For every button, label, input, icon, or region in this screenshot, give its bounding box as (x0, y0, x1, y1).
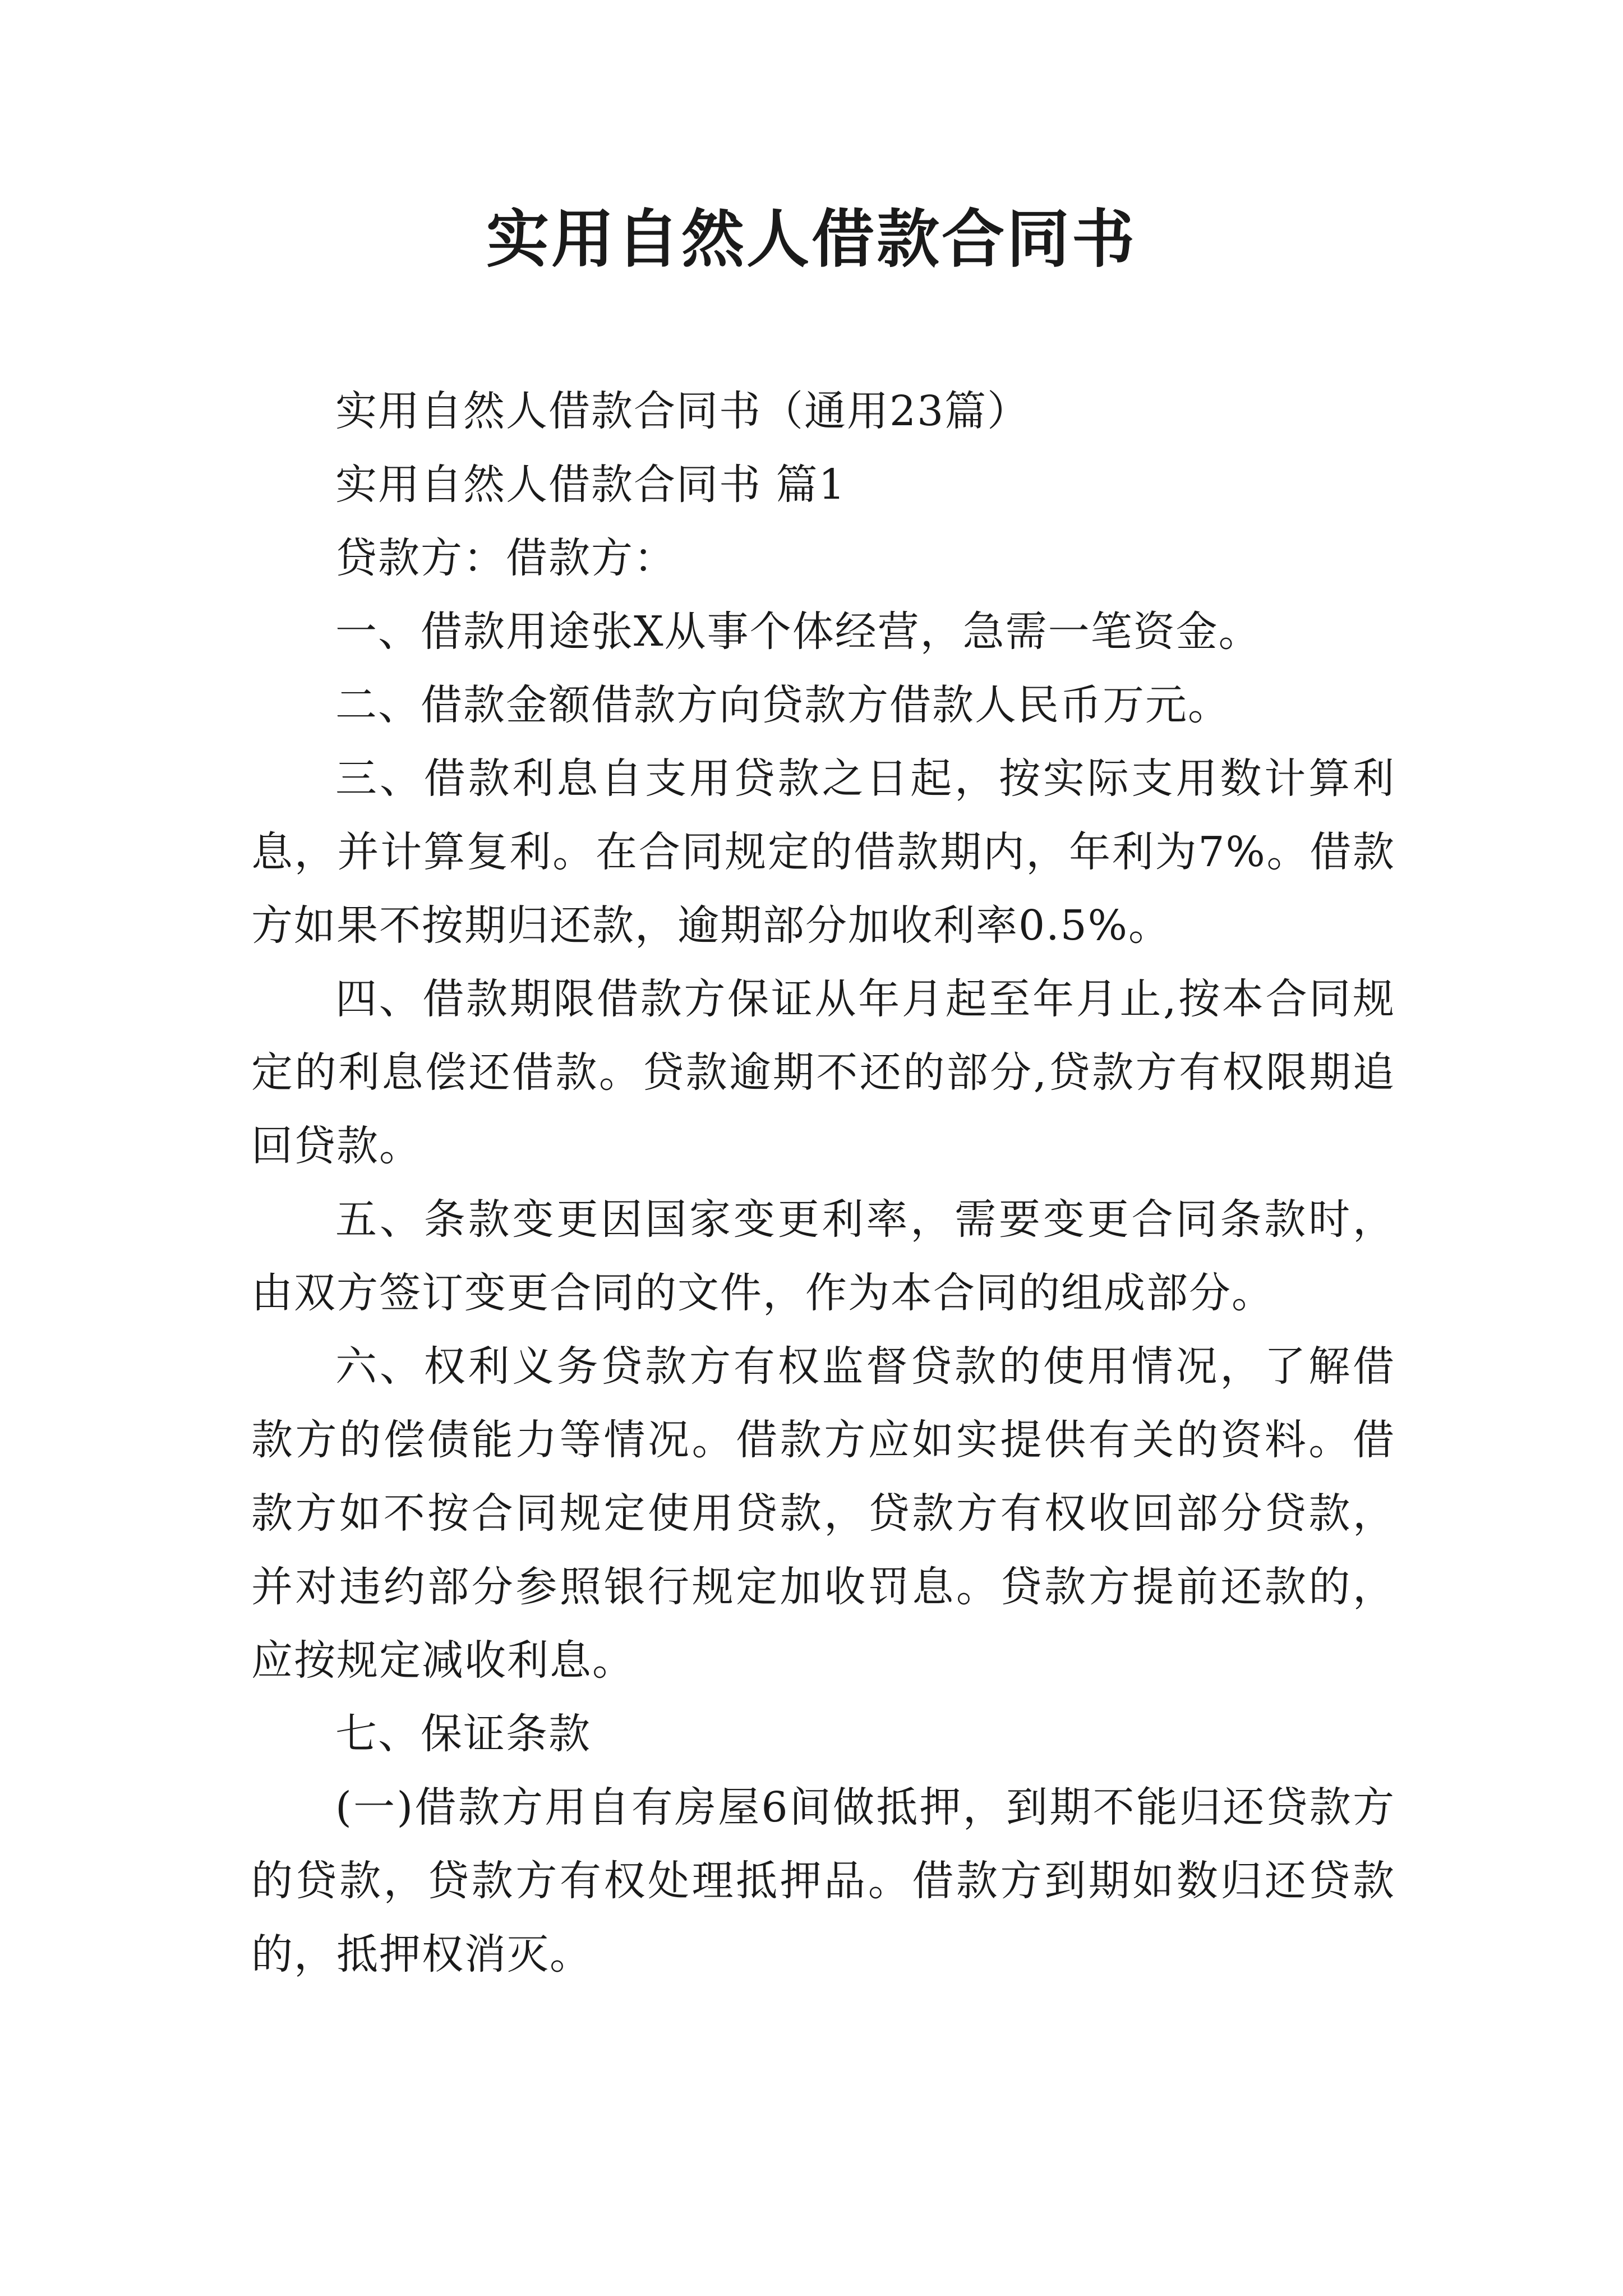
paragraph-clause-3: 三、借款利息自支用贷款之日起，按实际支用数计算利息，并计算复利。在合同规定的借款期内，年利为7%。借款方如果不按期归还款，逾期部分加收利率0.5%。 (251, 754, 1395, 950)
paragraph-clause-7: 七、保证条款 (335, 1710, 591, 1758)
paragraph-heading-general: 实用自然人借款合同书（通用23篇） (335, 387, 1030, 435)
paragraph-clause-1: 一、借款用途张X从事个体经营，急需一笔资金。 (335, 608, 1261, 656)
paragraph-clause-7-1: (一)借款方用自有房屋6间做抵押，到期不能归还贷款方的贷款，贷款方有权处理抵押品。借款方到期如数归还贷款的，抵押权消灭。 (251, 1783, 1395, 1978)
paragraph-heading-part1: 实用自然人借款合同书 篇1 (335, 461, 846, 509)
paragraph-clause-6: 六、权利义务贷款方有权监督贷款的使用情况，了解借款方的偿债能力等情况。借款方应如实提供有关的资料。借款方如不按合同规定使用贷款，贷款方有权收回部分贷款，并对违约部分参照银行规定加收罚息。贷款方提前还款的，应按规定减收利息。 (251, 1342, 1395, 1685)
paragraph-clause-4: 四、借款期限借款方保证从年月起至年月止,按本合同规定的利息偿还借款。贷款逾期不还的部分,贷款方有权限期追回贷款。 (251, 975, 1395, 1170)
paragraph-clause-2: 二、借款金额借款方向贷款方借款人民币万元。 (335, 681, 1230, 729)
paragraph-parties: 贷款方：借款方： (335, 534, 676, 582)
paragraph-clause-5: 五、条款变更因国家变更利率，需要变更合同条款时，由双方签订变更合同的文件，作为本合同的组成部分。 (251, 1195, 1395, 1317)
document-body (251, 375, 1395, 1991)
document-title: 实用自然人借款合同书 (486, 203, 1137, 276)
